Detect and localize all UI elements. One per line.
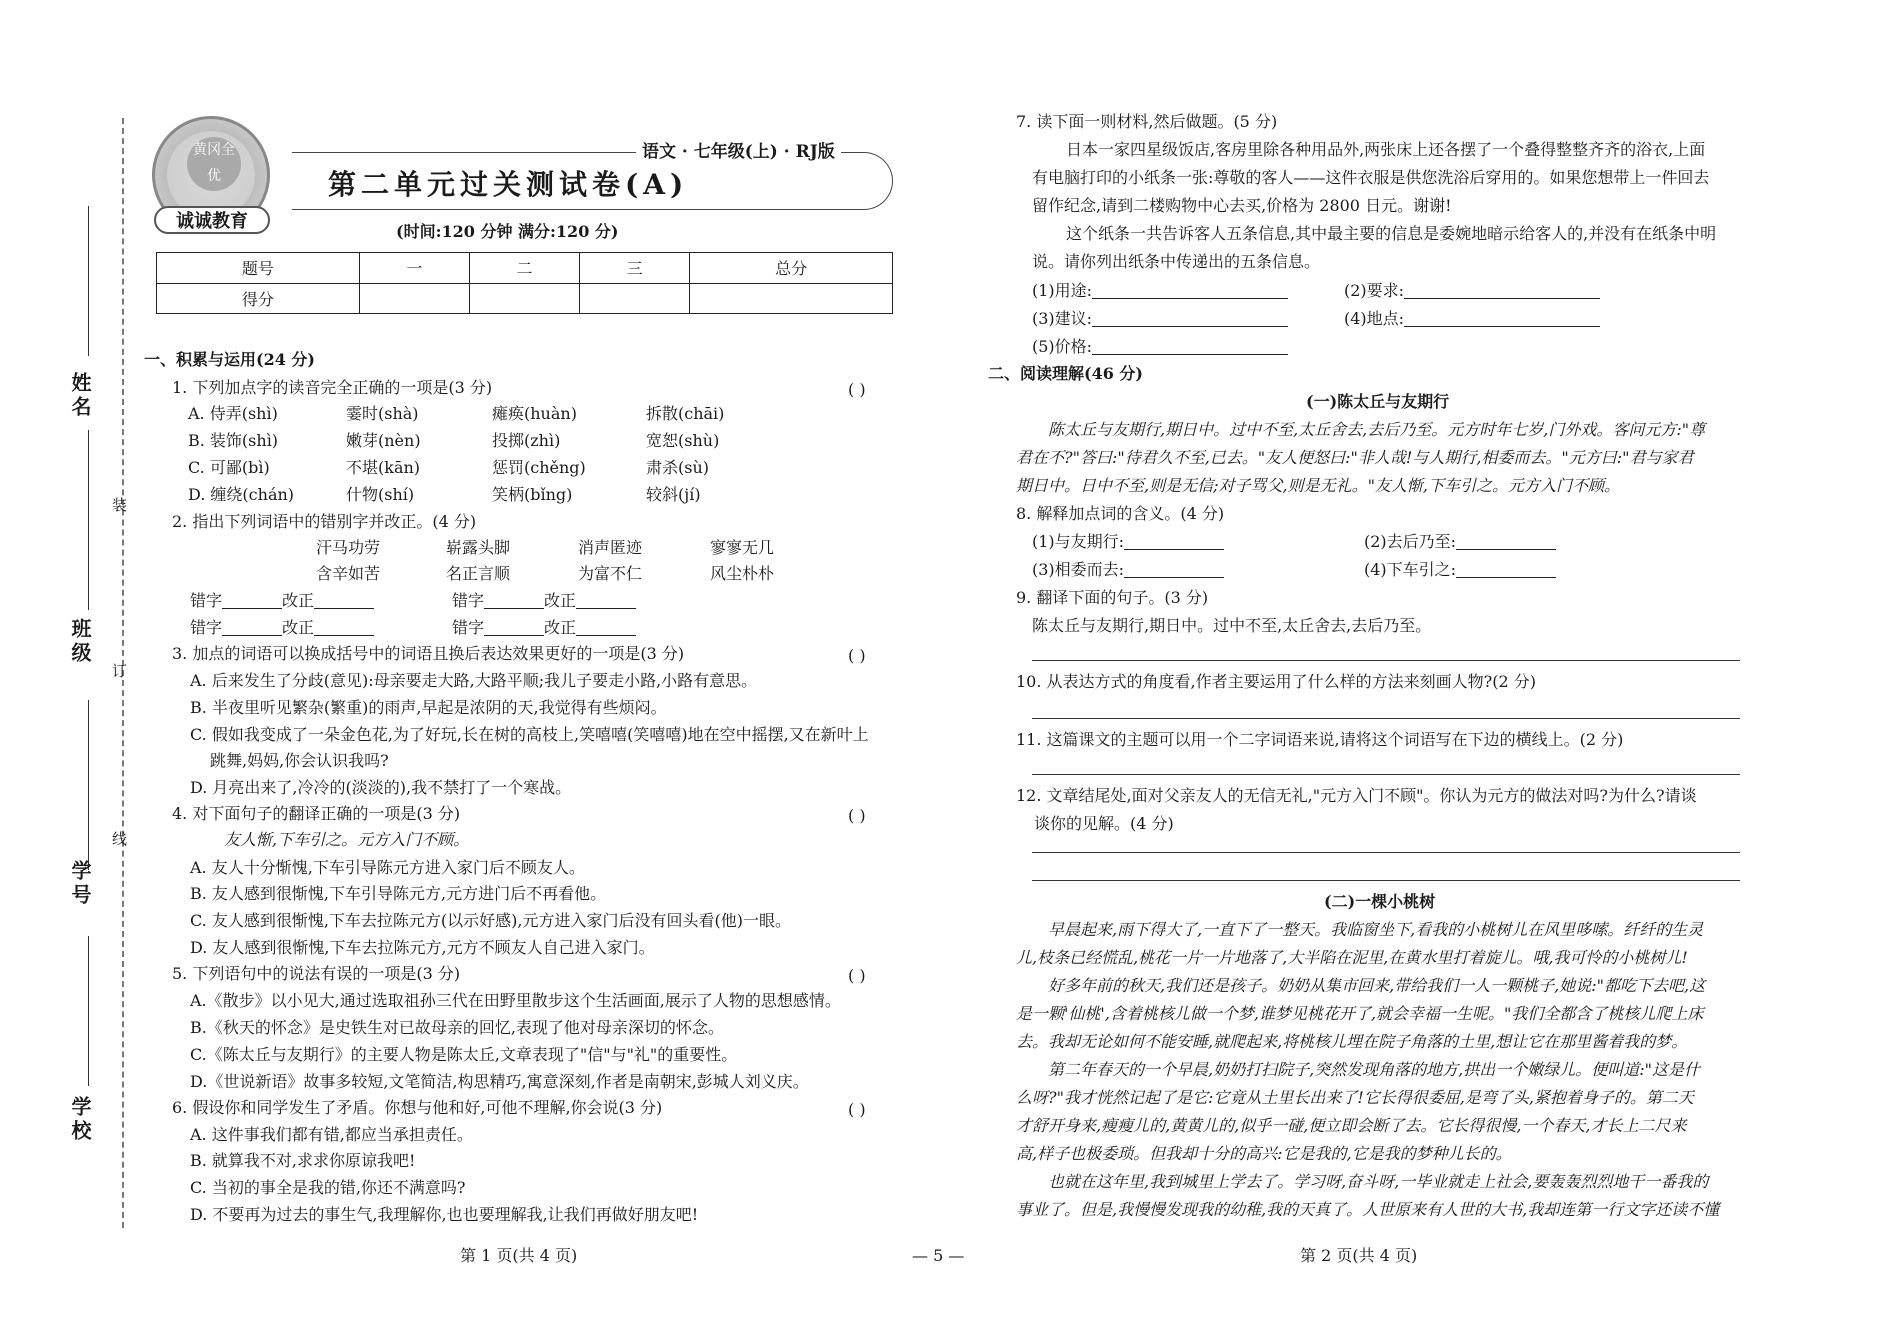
q7-answer-blank[interactable] — [1092, 298, 1288, 299]
q6-answer-paren[interactable]: ( ) — [848, 1100, 866, 1119]
q9-sentence: 陈太丘与友期行,期日中。过中不至,太丘舍去,去后乃至。 — [1032, 616, 1432, 635]
passage-1-line: 期日中。日中不至,则是无信;对子骂父,则是无礼。"友人惭,下车引之。元方入门不顾。 — [1016, 476, 1621, 495]
q8-answer-blank[interactable] — [1456, 577, 1556, 578]
q9-answer-line[interactable] — [1032, 660, 1740, 661]
passage-2-line: 么呀?"我才恍然记起了是它:它竟从土里长出来了!它长得很委屈,是弯了头,紧抱着身子的。第二天 — [1016, 1088, 1694, 1107]
q8-item-label: (1)与友期行: — [1032, 532, 1125, 551]
q1-stem: 1. 下列加点字的读音完全正确的一项是(3 分) — [172, 378, 493, 397]
q2-word: 消声匿迹 — [578, 538, 643, 557]
page-number-right: 第 2 页(共 4 页) — [1300, 1246, 1418, 1265]
q1-option: 霎时(shà) — [346, 404, 419, 423]
score-cell[interactable] — [469, 283, 579, 314]
q1-option: B. 装饰(shì) — [188, 431, 279, 450]
score-cell[interactable] — [580, 283, 690, 314]
name-blank-line-lower — [88, 430, 89, 610]
q2-fix-label: 改正 — [544, 591, 577, 610]
q4-option-c: C. 友人感到很惭愧,下车去拉陈元方(以示好感),元方进入家门后没有回头看(他)一眼。 — [190, 911, 791, 930]
q8-item-label: (2)去后乃至: — [1364, 532, 1457, 551]
q8-answer-blank[interactable] — [1124, 549, 1224, 550]
logo-band-text: 诚诚教育 — [154, 206, 270, 234]
q8-answer-blank[interactable] — [1124, 577, 1224, 578]
score-row-label: 得分 — [157, 283, 360, 314]
q8-item-label: (4)下车引之: — [1364, 560, 1457, 579]
q2-word: 风尘朴朴 — [710, 564, 775, 583]
score-table — [156, 252, 893, 314]
passage-2-line: 早晨起来,雨下得大了,一直下了一整天。我临窗坐下,看我的小桃树儿在风里哆嗦。纤纤的生灵 — [1048, 920, 1704, 939]
passage-2-line: 高,样子也极委琐。但我却十分的高兴:它是我的,它是我的梦种儿长的。 — [1016, 1144, 1512, 1163]
id-blank-line — [88, 936, 89, 1086]
passage-2-line: 儿,枝条已经慌乱,桃花一片一片地落了,大半陷在泥里,在黄水里打着旋儿。哦,我可怜的小桃树儿! — [1016, 948, 1688, 967]
q1-option: 嫩芽(nèn) — [346, 431, 421, 450]
q4-option-b: B. 友人感到很惭愧,下车引导陈元方,元方进门后不再看他。 — [190, 884, 607, 903]
q7-field-label: (3)建议: — [1032, 309, 1093, 328]
q7-field-label: (1)用途: — [1032, 281, 1093, 300]
section-2-heading: 二、阅读理解(46 分) — [988, 364, 1143, 383]
q7-field-suggestion — [1032, 311, 1288, 327]
q7-field-price — [1032, 339, 1288, 355]
name-blank-line — [88, 206, 89, 356]
q5-option-c: C.《陈太丘与友期行》的主要人物是陈太丘,文章表现了"信"与"礼"的重要性。 — [190, 1045, 738, 1064]
q2-wrong-blank[interactable] — [484, 635, 544, 636]
q2-stem: 2. 指出下列词语中的错别字并改正。(4 分) — [172, 512, 477, 531]
score-header-cell: 三 — [580, 253, 690, 284]
q1-option: C. 可鄙(bì) — [188, 458, 270, 477]
q2-wrong-blank[interactable] — [222, 608, 282, 609]
score-header-cell: 题号 — [157, 253, 360, 284]
seal-char-zhuang: 装 — [112, 496, 128, 514]
passage-1-line: 陈太丘与友期行,期日中。过中不至,太丘舍去,去后乃至。元方时年七岁,门外戏。客问元方:"尊 — [1048, 420, 1706, 439]
q2-fix-label: 改正 — [544, 618, 577, 637]
q11-answer-line[interactable] — [1032, 774, 1740, 775]
q5-option-a: A.《散步》以小见大,通过选取祖孙三代在田野里散步这个生活画面,展示了人物的思想感情。 — [190, 991, 841, 1010]
student-id-label: 学号 — [68, 860, 92, 908]
class-blank-line — [88, 700, 89, 870]
q2-fix-label: 改正 — [282, 591, 315, 610]
q7-prompt-line: 这个纸条一共告诉客人五条信息,其中最主要的信息是委婉地暗示给客人的,并没有在纸条中明 — [1066, 224, 1717, 243]
q7-answer-blank[interactable] — [1092, 354, 1288, 355]
q8-item — [1364, 534, 1556, 550]
q1-option: D. 缠绕(chán) — [188, 485, 295, 504]
q2-word: 寥寥无几 — [710, 538, 775, 557]
q5-answer-paren[interactable]: ( ) — [848, 966, 866, 985]
q7-field-usage — [1032, 283, 1288, 299]
q1-option: 笑柄(bǐng) — [492, 485, 573, 504]
q2-fix-blank[interactable] — [314, 635, 374, 636]
q1-option: 瘫痪(huàn) — [492, 404, 577, 423]
passage-2-line: 去。我却无论如何不能安睡,就爬起来,将桃核儿埋在院子角落的土里,想让它在那里酱着我的梦。 — [1016, 1032, 1688, 1051]
q3-option-c: C. 假如我变成了一朵金色花,为了好玩,长在树的高枝上,笑嘻嘻(笑嘻嘻)地在空中摇摆,又在新叶上 — [190, 725, 869, 744]
q1-option: A. 侍弄(shì) — [188, 404, 278, 423]
score-header-cell: 总分 — [690, 253, 893, 284]
q6-option-b: B. 就算我不对,求求你原谅我吧! — [190, 1151, 416, 1170]
q10-stem: 10. 从表达方式的角度看,作者主要运用了什么样的方法来刻画人物?(2 分) — [1016, 672, 1536, 691]
seal-char-xian: 线 — [112, 830, 128, 848]
q4-quote: 友人惭,下车引之。元方入门不顾。 — [224, 830, 470, 849]
name-label: 姓名 — [68, 372, 92, 420]
q5-option-d: D.《世说新语》故事多较短,文笔简洁,构思精巧,寓意深刻,作者是南朝宋,彭城人刘义庆。 — [190, 1072, 809, 1091]
logo-emblem: 黄冈全优 — [187, 137, 241, 191]
score-cell[interactable] — [690, 283, 893, 314]
passage-2-line: 事业了。但是,我慢慢发现我的幼稚,我的天真了。人世原来有人世的大书,我却连第一行文字还读不懂 — [1016, 1200, 1720, 1219]
q7-material-line: 日本一家四星级饭店,客房里除各种用品外,两张床上还各摆了一个叠得整整齐齐的浴衣,上面 — [1066, 140, 1706, 159]
school-label: 学校 — [68, 1096, 92, 1144]
q4-option-a: A. 友人十分惭愧,下车引导陈元方进入家门后不顾友人。 — [190, 858, 585, 877]
q3-option-a: A. 后来发生了分歧(意见):母亲要走大路,大路平顺;我儿子要走小路,小路有意思。 — [190, 671, 758, 690]
q2-word: 汗马功劳 — [316, 538, 381, 557]
q2-wrong-label: 错字 — [190, 618, 223, 637]
q10-answer-line[interactable] — [1032, 718, 1740, 719]
q2-word: 含辛如苦 — [316, 564, 381, 583]
section-1-heading: 一、积累与运用(24 分) — [144, 350, 315, 369]
q12-answer-line[interactable] — [1032, 880, 1740, 881]
q2-answer-row-2 — [190, 620, 374, 636]
q1-option: 宽恕(shù) — [646, 431, 720, 450]
q2-answer-row-1b — [452, 593, 636, 609]
q7-answer-blank[interactable] — [1404, 326, 1600, 327]
q2-answer-row-1 — [190, 593, 374, 609]
q12-stem: 12. 文章结尾处,面对父亲友人的无信无礼,"元方入门不顾"。你认为元方的做法对吗?为什么?请谈 — [1016, 786, 1697, 805]
score-header-cell: 二 — [469, 253, 579, 284]
seal-char-ding: 订 — [112, 662, 128, 680]
q1-option: 肃杀(sù) — [646, 458, 710, 477]
q2-wrong-blank[interactable] — [222, 635, 282, 636]
q7-material-line: 留作纪念,请到二楼购物中心去买,价格为 2800 日元。谢谢! — [1032, 196, 1452, 215]
q6-option-d: D. 不要再为过去的事生气,我理解你,也也要理解我,让我们再做好朋友吧! — [190, 1205, 699, 1224]
q8-item-label: (3)相委而去: — [1032, 560, 1125, 579]
q3-option-b: B. 半夜里听见繁杂(繁重)的雨声,早起是浓阴的天,我觉得有些烦闷。 — [190, 698, 667, 717]
q2-fix-label: 改正 — [282, 618, 315, 637]
time-info: (时间:120 分钟 满分:120 分) — [396, 222, 619, 241]
passage-2-line: 好多年前的秋天,我们还是孩子。奶奶从集市回来,带给我们一人一颗桃子,她说:"都吃下去吧,这 — [1048, 976, 1706, 995]
q3-stem: 3. 加点的词语可以换成括号中的词语且换后表达效果更好的一项是(3 分) — [172, 644, 685, 663]
passage-1-title: (一)陈太丘与友期行 — [1306, 392, 1450, 411]
page-number-left: 第 1 页(共 4 页) — [460, 1246, 578, 1265]
passage-2-line: 是一颗'仙桃',含着桃核儿做一个梦,谁梦见桃花开了,就会幸福一生呢。"我们全都含了桃核儿爬上床 — [1016, 1004, 1704, 1023]
passage-1-line: 君在不?"答曰:"待君久不至,已去。"友人便怒曰:"非人哉!与人期行,相委而去。"元方曰:"君与家君 — [1016, 448, 1694, 467]
q7-stem: 7. 读下面一则材料,然后做题。(5 分) — [1016, 112, 1278, 131]
passage-2-line: 第二年春天的一个早晨,奶奶打扫院子,突然发现角落的地方,拱出一个嫩绿儿。便叫道:"这是什 — [1048, 1060, 1701, 1079]
q2-fix-blank[interactable] — [576, 608, 636, 609]
q2-wrong-label: 错字 — [190, 591, 223, 610]
q3-answer-paren[interactable]: ( ) — [848, 646, 866, 665]
q2-wrong-label: 错字 — [452, 618, 485, 637]
q8-item — [1364, 562, 1556, 578]
q7-answer-blank[interactable] — [1092, 326, 1288, 327]
q1-option: 什物(shí) — [346, 485, 415, 504]
q7-material-line: 有电脑打印的小纸条一张:尊敬的客人——这件衣服是供您洗浴后穿用的。如果您想带上一件回去 — [1032, 168, 1710, 187]
q3-option-d: D. 月亮出来了,冷冷的(淡淡的),我不禁打了一个寒战。 — [190, 778, 572, 797]
subject-label: 语文 · 七年级(上) · RJ版 — [636, 144, 841, 160]
q8-answer-blank[interactable] — [1456, 549, 1556, 550]
q3-option-c-cont: 跳舞,妈妈,你会认识我吗? — [210, 751, 389, 770]
q2-answer-row-2b — [452, 620, 636, 636]
q6-option-a: A. 这件事我们都有错,都应当承担责任。 — [190, 1125, 473, 1144]
q1-answer-paren[interactable]: ( ) — [848, 380, 866, 399]
q12-answer-line[interactable] — [1032, 852, 1740, 853]
q8-stem: 8. 解释加点词的含义。(4 分) — [1016, 504, 1225, 523]
q2-word: 为富不仁 — [578, 564, 643, 583]
passage-2-title: (二)一棵小桃树 — [1324, 892, 1436, 911]
q6-stem: 6. 假设你和同学发生了矛盾。你想与他和好,可他不理解,你会说(3 分) — [172, 1098, 663, 1117]
q9-stem: 9. 翻译下面的句子。(3 分) — [1016, 588, 1209, 607]
q2-wrong-blank[interactable] — [484, 608, 544, 609]
q2-fix-blank[interactable] — [576, 635, 636, 636]
q5-stem: 5. 下列语句中的说法有误的一项是(3 分) — [172, 964, 461, 983]
q1-option: 不堪(kān) — [346, 458, 421, 477]
q7-field-requirement — [1344, 283, 1600, 299]
q4-option-d: D. 友人感到很惭愧,下车去拉陈元方,元方不顾友人自己进入家门。 — [190, 938, 655, 957]
q4-stem: 4. 对下面句子的翻译正确的一项是(3 分) — [172, 804, 461, 823]
q7-answer-blank[interactable] — [1404, 298, 1600, 299]
q5-option-b: B.《秋天的怀念》是史铁生对已故母亲的回忆,表现了他对母亲深切的怀念。 — [190, 1018, 724, 1037]
q6-option-c: C. 当初的事全是我的错,你还不满意吗? — [190, 1178, 466, 1197]
q7-field-label: (4)地点: — [1344, 309, 1405, 328]
q1-option: 较斜(jí) — [646, 485, 701, 504]
q2-word: 崭露头脚 — [446, 538, 511, 557]
q1-option: 惩罚(chěng) — [492, 458, 586, 477]
q7-field-label: (5)价格: — [1032, 337, 1093, 356]
sheet-number: — 5 — — [912, 1246, 965, 1265]
class-label: 班级 — [68, 618, 92, 666]
q7-prompt-line: 说。请你列出纸条中传递出的五条信息。 — [1032, 252, 1321, 271]
q7-field-location — [1344, 311, 1600, 327]
q11-stem: 11. 这篇课文的主题可以用一个二字词语来说,请将这个词语写在下边的横线上。(2 分) — [1016, 730, 1624, 749]
q8-item — [1032, 534, 1224, 550]
q1-option: 投掷(zhì) — [492, 431, 561, 450]
passage-2-line: 才舒开身来,瘦瘦儿的,黄黄儿的,似乎一碰,便立即会断了去。它长得很慢,一个春天,才长上二尺来 — [1016, 1116, 1687, 1135]
page-title: 第二单元过关测试卷(A) — [328, 168, 689, 201]
q8-item — [1032, 562, 1224, 578]
passage-2-line: 也就在这年里,我到城里上学去了。学习呀,奋斗呀,一毕业就走上社会,要轰轰烈烈地干一番我的 — [1048, 1172, 1709, 1191]
q4-answer-paren[interactable]: ( ) — [848, 806, 866, 825]
q12-stem-cont: 谈你的见解。(4 分) — [1034, 814, 1174, 833]
score-header-cell: 一 — [359, 253, 469, 284]
q7-field-label: (2)要求: — [1344, 281, 1405, 300]
q2-wrong-label: 错字 — [452, 591, 485, 610]
q1-option: 拆散(chāi) — [646, 404, 725, 423]
q2-fix-blank[interactable] — [314, 608, 374, 609]
score-cell[interactable] — [359, 283, 469, 314]
q2-word: 名正言顺 — [446, 564, 511, 583]
